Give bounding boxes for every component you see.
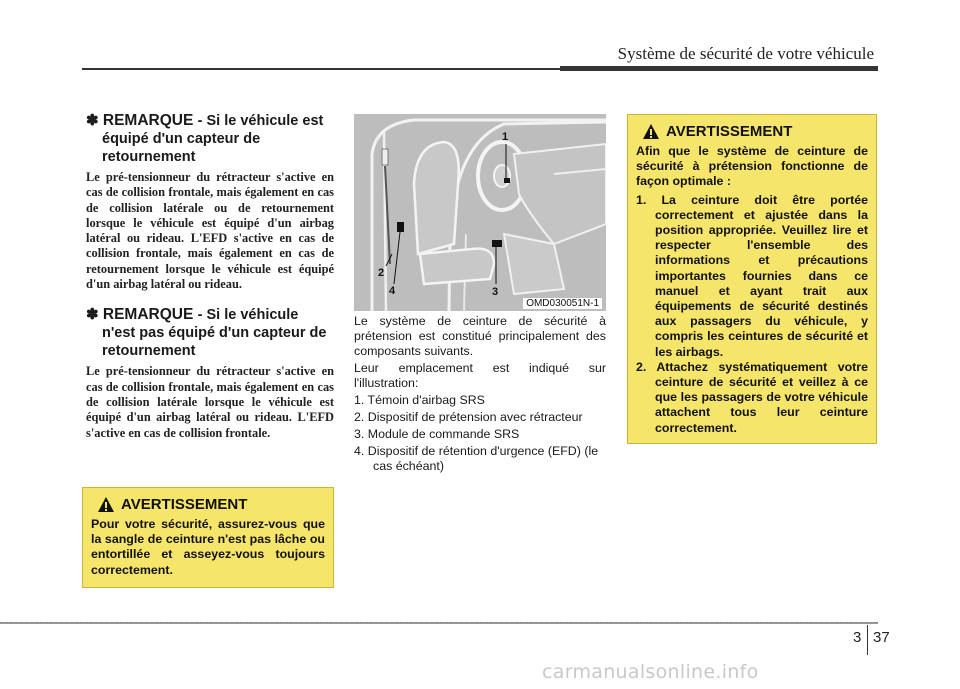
- callout-2: 2: [378, 267, 385, 279]
- car-interior-drawing: [354, 114, 606, 311]
- component-list: [354, 393, 606, 474]
- warning-box-right: [627, 114, 877, 444]
- seatbelt-illustration: [354, 114, 606, 311]
- warning-right-heading: [642, 123, 868, 140]
- page-separator: [867, 625, 868, 655]
- list-item: 2. Dispositif de prétension avec rétracteur: [354, 410, 583, 424]
- page-header-title: Système de sécurité de votre véhicule: [617, 44, 874, 63]
- note1-heading: [86, 112, 334, 166]
- notes-column: [86, 112, 334, 441]
- list-item: 4. Dispositif de rétention d'urgence (EFD) (le cas échéant): [354, 444, 599, 473]
- warning-box-left: [82, 487, 334, 588]
- list-item: 1. La ceinture doit être portée correctement et ajustée dans la position appropriée. Veuillez lire et respecter l'ensemble des informations et précautions importantes fournies dans ce manuel et ayant trait aux équipements de sécurité destinés aux passagers du véhicule, y compris les ceintures de sécurité et les airbags.: [636, 192, 868, 359]
- note2-heading: [86, 306, 334, 360]
- header-rule-accent: [560, 66, 878, 71]
- callout-4: 4: [389, 285, 396, 297]
- warning-left-title: AVERTISSEMENT: [121, 496, 248, 513]
- page-number: 37: [873, 629, 890, 646]
- description-intro-2: Leur emplacement est indiqué sur l'illustration:: [354, 361, 606, 390]
- warning-right-intro: Afin que le système de ceinture de sécurité à prétension fonctionne de façon optimale :: [636, 144, 868, 189]
- warning-triangle-icon: [642, 123, 660, 140]
- list-item: 1. Témoin d'airbag SRS: [354, 393, 485, 407]
- warning-left-heading: [97, 496, 325, 513]
- warning-right-title: AVERTISSEMENT: [666, 123, 793, 140]
- chapter-number: 3: [853, 629, 862, 646]
- note1-body: Le pré-tensionneur du rétracteur s'active en cas de collision frontale, mais également en cas de collision latérale ou de retournement lorsque le véhicule est équipé d'un airbag latéral ou rideau. L'EFD s'active en cas de collision frontale, mais également en cas de retournement lorsque le véhicule est équipé d'un airbag latéral ou rideau.: [86, 170, 334, 292]
- list-item: 3. Module de commande SRS: [354, 427, 520, 441]
- star-icon: ✽: [86, 112, 99, 129]
- description-intro: Le système de ceinture de sécurité à prétension est constitué principalement des composants suivants.: [354, 314, 606, 358]
- note2-subtitle: - Si le véhicule n'est pas équipé d'un capteur de retournement: [102, 307, 327, 360]
- warning-right-list: [636, 193, 868, 436]
- footer-rule: [0, 622, 878, 624]
- watermark: carmanualsonline.info: [542, 661, 759, 683]
- note2-body: Le pré-tensionneur du rétracteur s'active en cas de collision frontale, mais également en cas de collision latérale lorsque le véhicule est équipé d'un airbag latéral ou rideau. L'EFD s'active en cas de collision frontale.: [86, 364, 334, 440]
- note1-subtitle: - Si le véhicule est équipé d'un capteur de retournement: [102, 113, 324, 165]
- callout-3: 3: [492, 286, 499, 298]
- note1-label: REMARQUE: [102, 112, 194, 129]
- callout-1: 1: [502, 131, 509, 143]
- star-icon: ✽: [86, 306, 99, 324]
- description-column: [354, 314, 606, 476]
- warning-triangle-icon: [97, 496, 115, 513]
- note2-label: REMARQUE: [102, 306, 194, 324]
- warning-left-text: Pour votre sécurité, assurez-vous que la sangle de ceinture n'est pas lâche ou entortillée et asseyez-vous toujours correctement.: [91, 517, 325, 577]
- figure-caption: OMD030051N-1: [523, 298, 602, 309]
- list-item: 2. Attachez systématiquement votre ceinture de sécurité et veillez à ce que les passagers de votre véhicule attachent tous leur ceinture correctement.: [636, 359, 868, 435]
